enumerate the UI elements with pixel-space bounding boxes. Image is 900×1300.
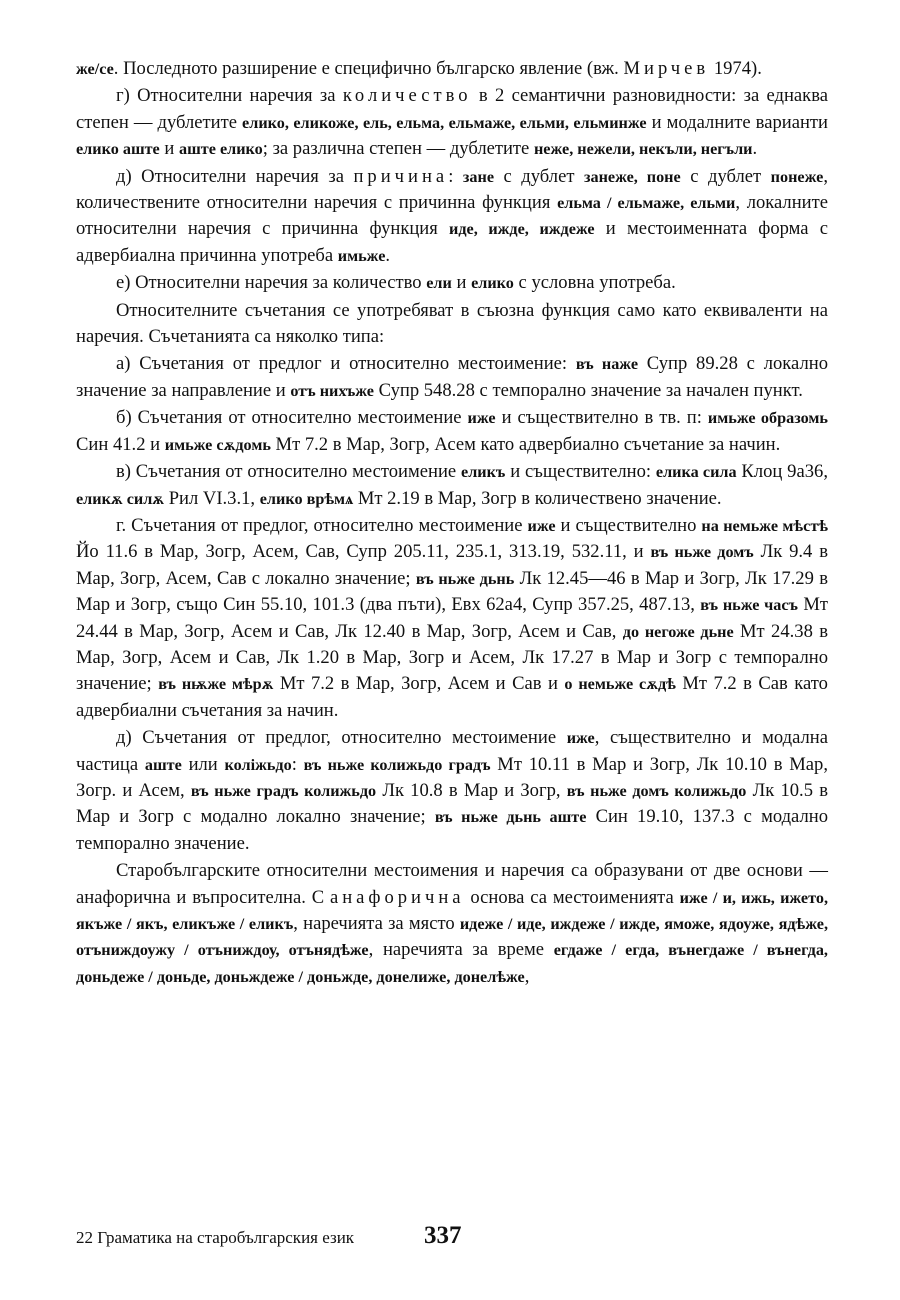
text-run: основа са местоименията <box>464 886 680 908</box>
spaced-emphasis: количество <box>342 85 472 107</box>
text-run: Мт 24.38 в Мар, Зогр, Асем и Сав, Лк 1.20 в Мар, Зогр и Асем, Лк 17.27 в Мар и Зогр с темпорално значение; <box>76 620 828 695</box>
text-run: и съществително <box>555 514 702 536</box>
text-run: Мт 2.19 в Мар, Зогр в количествено значение. <box>353 487 722 509</box>
text-run: с дублет <box>494 165 584 187</box>
old-bulgarian-form: коліжьдо <box>224 755 292 774</box>
text-run: д) Относителни наречия за <box>116 165 354 187</box>
text-run: и съществително: <box>505 461 656 483</box>
old-bulgarian-form: елико врѣмѧ <box>259 489 354 508</box>
paragraph <box>76 298 828 351</box>
old-bulgarian-form: въ ньже дьнь аште <box>434 808 587 827</box>
old-bulgarian-form: иже <box>566 729 595 748</box>
old-bulgarian-form: иже <box>527 516 556 535</box>
text-run: б) Съчетания от относително местоимение <box>116 407 468 429</box>
text-run: г. Съчетания от предлог, относително местоимение <box>116 514 528 536</box>
old-bulgarian-form: до негоже дьне <box>622 622 734 641</box>
text-run: и модалните варианти <box>646 111 828 133</box>
text-run: , локалните относителни наречия с причинна функция <box>76 192 828 240</box>
text-run: г) Относителни наречия за <box>116 85 343 107</box>
paragraph <box>76 270 828 296</box>
spaced-emphasis: Мирчев <box>623 58 710 79</box>
text-run: Клоц 9а36, <box>736 461 828 483</box>
text-run: , <box>524 965 530 987</box>
text-body <box>76 56 828 990</box>
old-bulgarian-form: елико, еликоже, ель, ельма, ельмаже, ельми, ельминже <box>242 113 647 132</box>
text-run: Мт 24.44 в Мар, Зогр, Асем и Сав, Лк 12.40 в Мар, Зогр, Асем и Сав, <box>76 594 829 642</box>
paragraph <box>76 513 828 724</box>
old-bulgarian-form: аште <box>144 755 182 774</box>
text-run: Супр 548.28 с темпорално значение за начален пункт. <box>373 379 803 401</box>
text-run: . <box>752 138 758 160</box>
old-bulgarian-form: имьже сѫдомь <box>164 435 271 454</box>
old-bulgarian-form: въ наже <box>575 355 638 374</box>
old-bulgarian-form: еликѫ силѫ <box>76 489 165 508</box>
text-run: Лк 10.5 в Мар и Зогр с модално локално значение; <box>76 779 828 828</box>
paragraph <box>76 858 828 990</box>
spaced-emphasis: анафорична <box>329 886 465 908</box>
old-bulgarian-form: понеже <box>770 167 824 186</box>
text-run: е) Относителни наречия за количество <box>116 272 427 294</box>
old-bulgarian-form: ельма / ельмаже, ельми <box>557 194 736 213</box>
old-bulgarian-form: занеже, поне <box>583 167 681 186</box>
spaced-emphasis: причина <box>353 165 449 187</box>
text-run: : <box>448 165 463 187</box>
old-bulgarian-form: о немьже сѫдѣ <box>564 675 676 694</box>
text-run: Мт 7.2 в Сав като адвербиални съчетания за начин. <box>76 673 828 721</box>
old-bulgarian-form: имьже <box>337 246 386 265</box>
text-run: , количествените относителни наречия с причинна функция <box>76 165 828 214</box>
text-run: и <box>451 272 472 294</box>
old-bulgarian-form: въ ньже градъ колижьдо <box>190 781 377 800</box>
old-bulgarian-form: въ ньже домъ <box>650 543 754 562</box>
paragraph <box>76 83 828 162</box>
old-bulgarian-form: иже / и, ижь, ижето, якъже / якъ, еликъже / еликъ <box>76 888 828 933</box>
text-run: или <box>181 753 225 775</box>
text-run: Лк 9.4 в Мар, Зогр, Асем, Сав с локално значение; <box>76 541 828 589</box>
text-run: . <box>385 244 391 266</box>
paragraph <box>76 351 828 404</box>
text-run: : <box>291 753 304 775</box>
text-run: а) Съчетания от предлог и относително местоимение: <box>116 353 576 375</box>
text-run: Мт 10.11 в Мар и Зогр, Лк 10.10 в Мар, Зогр. и Асем, <box>76 753 828 801</box>
old-bulgarian-form: егдаже / егда, вънегдаже / вънегда, доньдеже / доньде, доньждеже / доньжде, донелиже, донелѣже <box>76 941 828 986</box>
text-run: Мт 7.2 в Мар, Зогр, Асем като адвербиално съчетание за начин. <box>270 433 781 455</box>
old-bulgarian-form: ж <box>76 60 88 78</box>
old-bulgarian-form: имьже образомь <box>707 409 828 428</box>
old-bulgarian-form: ели <box>426 274 452 293</box>
paragraph <box>76 725 828 857</box>
old-bulgarian-form: отъ нихъже <box>290 381 374 400</box>
old-bulgarian-form: елика сила <box>655 463 737 482</box>
old-bulgarian-form: еликъ <box>461 463 506 482</box>
old-bulgarian-form: на немьже мѣстѣ <box>701 516 828 535</box>
old-bulgarian-form: въ ньже домъ колижьдо <box>566 781 747 800</box>
text-run: , наречията за място <box>293 913 460 934</box>
text-run: , наречията за време <box>368 939 554 961</box>
text-run: Лк 12.45—46 в Мар и Зогр, Лк 17.29 в Мар и Зогр, също Син 55.10, 101.3 (два пъти), Евх 62а4, Супр 357.25, 487.13, <box>76 567 828 616</box>
old-bulgarian-form: е/се <box>87 60 114 78</box>
old-bulgarian-form: иде, иждe, иждеже <box>449 220 595 239</box>
page-footer <box>76 1222 828 1256</box>
old-bulgarian-form: неже, нежели, некъли, негъли <box>533 140 753 159</box>
text-run: в 2 семантични разновидности: за еднаква степен — дублетите <box>76 85 829 133</box>
old-bulgarian-form: елико <box>471 274 514 293</box>
text-run: Мт 7.2 в Мар, Зогр, Асем и Сав и <box>273 673 565 695</box>
old-bulgarian-form: аште елико <box>179 140 263 159</box>
text-run: с условна употреба. <box>513 272 676 294</box>
old-bulgarian-form: зане <box>462 167 495 186</box>
text-run: Старобългарските относителни местоимения и наречия са образувани от две основи — анафорична и въпросителна. С <box>76 860 828 908</box>
text-run: Син 19.10, 137.3 с модално темпорално значение. <box>76 806 829 854</box>
text-run: Лк 10.8 в Мар и Зогр, <box>376 779 567 801</box>
old-bulgarian-form: иже <box>467 409 496 428</box>
text-run: и съществително в тв. п: <box>495 407 708 429</box>
text-run: д) Съчетания от предлог, относително местоимение <box>116 727 567 749</box>
paragraph <box>76 56 828 82</box>
text-run: , съществително и модална частица <box>76 727 828 775</box>
text-run: Йо 11.6 в Мар, Зогр, Асем, Сав, Супр 205.11, 235.1, 313.19, 532.11, и <box>76 541 651 563</box>
paragraph <box>76 164 828 270</box>
old-bulgarian-form: въ ньже часъ <box>700 596 798 615</box>
text-run: . Последното разширение е специфично българско явление (вж. <box>113 58 624 79</box>
paragraph <box>76 405 828 458</box>
text-run: Син 41.2 и <box>76 433 165 455</box>
page-number: 337 <box>424 1222 462 1249</box>
text-run: и <box>159 138 179 160</box>
old-bulgarian-form: елико аште <box>76 140 160 159</box>
old-bulgarian-form: въ ньже колижьдо градъ <box>303 755 491 774</box>
paragraph <box>76 459 828 512</box>
footer-signature: 22 Граматика на старобългарския език <box>76 1228 355 1247</box>
text-run: 1974). <box>709 58 762 79</box>
old-bulgarian-form: въ нѭже мѣрѫ <box>158 675 274 694</box>
old-bulgarian-form: въ ньже дьнь <box>415 569 515 588</box>
text-run: с дублет <box>680 165 771 187</box>
text-run: и местоименната форма с адвербиална причинна употреба <box>76 218 828 266</box>
text-run: Рил VI.3.1, <box>164 487 260 509</box>
text-run: Относителните съчетания се употребяват в съюзна функция само като еквиваленти на наречия. Съчетанията са няколко типа: <box>76 299 828 348</box>
text-run: Супр 89.28 с локално значение за направление и <box>76 353 828 401</box>
old-bulgarian-form: идеже / иде, иждеже / ижде, яможе, ядоуже, ядѣже, отъниждоужу / отъниждоу, отънядѣже <box>76 915 828 960</box>
text-run: ; за различна степен — дублетите <box>262 138 534 160</box>
text-run: в) Съчетания от относително местоимение <box>116 461 462 483</box>
